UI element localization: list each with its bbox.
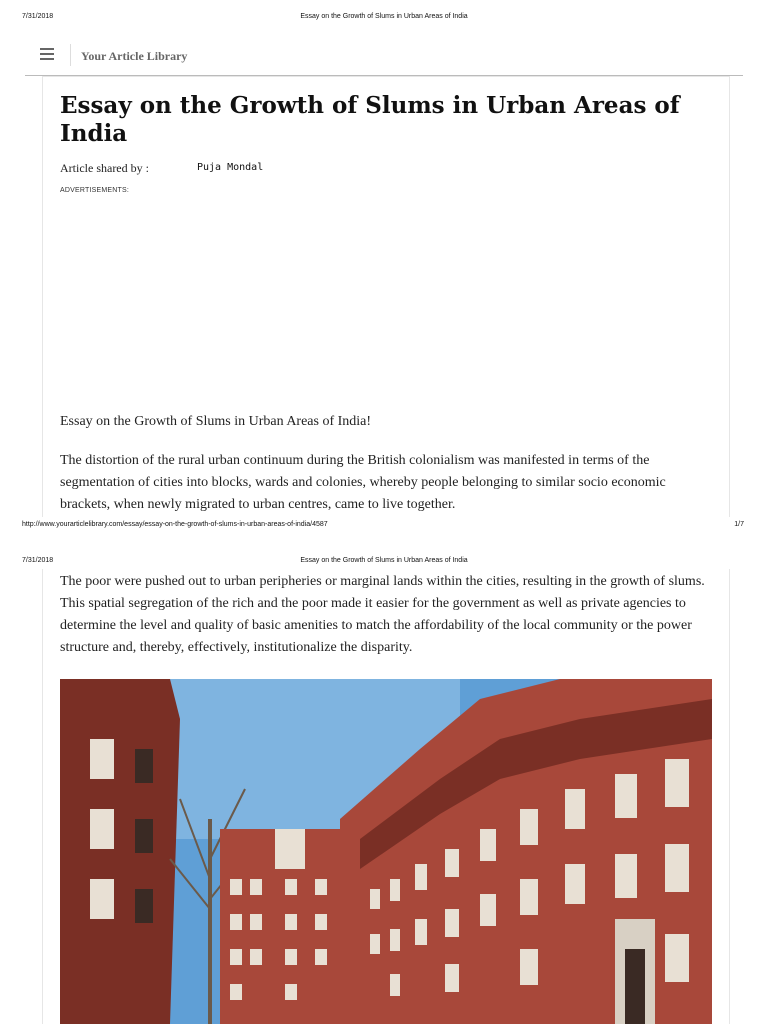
red-brick-buildings-photo bbox=[60, 679, 712, 1024]
hamburger-menu-icon[interactable] bbox=[40, 48, 54, 60]
advertisements-label: ADVERTISEMENTS: bbox=[60, 187, 129, 194]
ad-slot bbox=[60, 200, 700, 400]
print-date: 7/31/2018 bbox=[22, 557, 54, 564]
navbar-divider bbox=[70, 44, 71, 66]
byline-label: Article shared by : bbox=[60, 161, 149, 175]
print-footer bbox=[0, 521, 768, 535]
author-name[interactable]: Puja Mondal bbox=[197, 162, 264, 173]
print-header bbox=[0, 13, 768, 27]
article-intro: Essay on the Growth of Slums in Urban Areas of India! bbox=[60, 414, 372, 429]
print-title: Essay on the Growth of Slums in Urban Areas of India bbox=[300, 13, 468, 20]
article-paragraph-1: The distortion of the rural urban continuum during the British colonialism was manifested in terms of the segmentation of cities into blocks, wards and colonies, whereby people belonging to similar socio economic brackets, when newly migrated to urban centres, came to live together. bbox=[60, 453, 666, 512]
print-date: 7/31/2018 bbox=[22, 13, 54, 20]
site-navbar bbox=[25, 38, 743, 76]
print-page-number: 1/7 bbox=[734, 521, 744, 528]
print-title: Essay on the Growth of Slums in Urban Areas of India bbox=[300, 557, 468, 564]
article-photo bbox=[60, 679, 712, 1024]
print-url: http://www.yourarticlelibrary.com/essay/essay-on-the-growth-of-slums-in-urban-areas-of-india/4587 bbox=[22, 521, 328, 528]
site-logo[interactable]: Your Article Library bbox=[81, 49, 188, 63]
page-2 bbox=[0, 553, 768, 1024]
article-title: Essay on the Growth of Slums in Urban Areas of India bbox=[60, 92, 680, 147]
article-paragraph-2: The poor were pushed out to urban peripheries or marginal lands within the cities, resulting in the growth of slums. This spatial segregation of the rich and the poor made it easier for the government as well as private agencies to determine the level and quality of basic amenities to match the affordability of the local community or the power structure and, thereby, effectively, institutionalize the disparity. bbox=[60, 574, 705, 655]
